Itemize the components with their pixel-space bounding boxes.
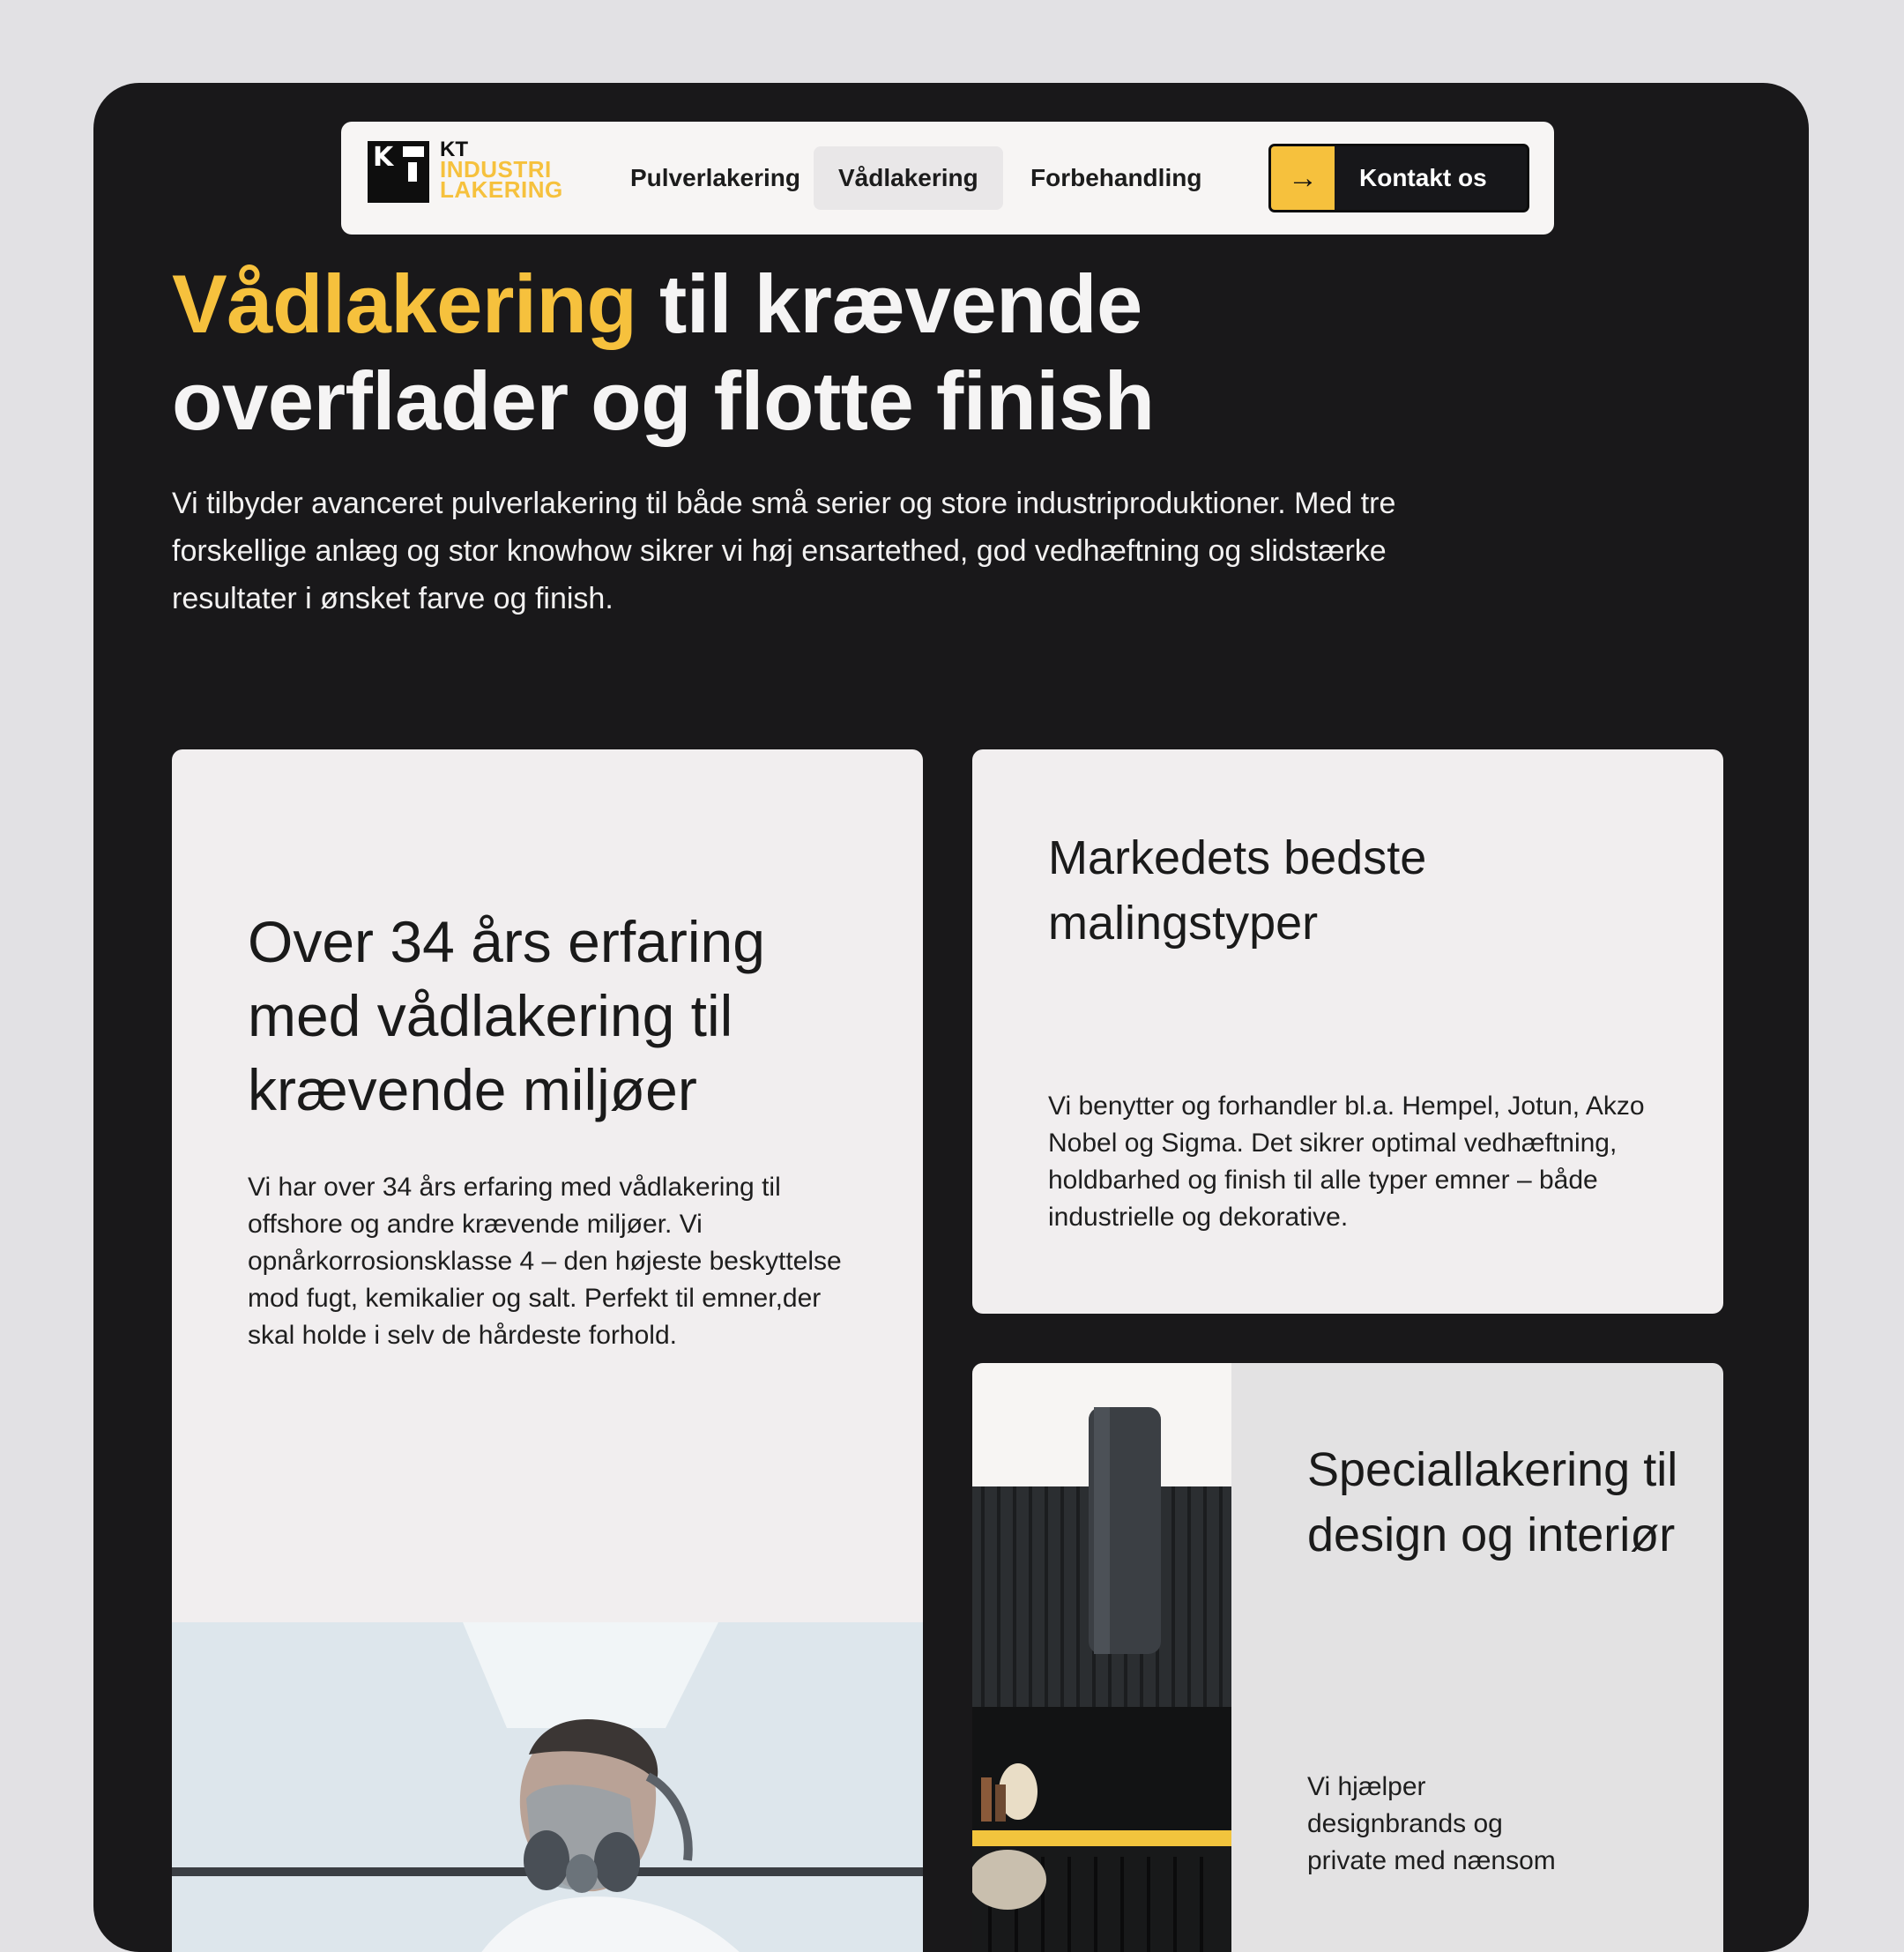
paint-types-card-body: Vi benytter og forhandler bl.a. Hempel, Jotun, Akzo Nobel og Sigma. Det sikrer optimal vedhæftning, holdbarhed og finish til alle typer emner – både industrielle og dekorative. — [1048, 1091, 1645, 1232]
hero-title-highlight: Vådlakering — [172, 257, 637, 350]
design-interior-card-body: Vi hjælper designbrands og private med nænsom — [1307, 1772, 1556, 1875]
paint-types-card — [972, 749, 1723, 1314]
hero-title — [172, 256, 1494, 450]
hero-subtitle: Vi tilbyder avanceret pulverlakering til både små serier og store industriproduktioner. Med tre forskellige anlæg og stor knowhow sikrer vi høj ensartethed, god vedhæftning og slidstærke resultater i ønsket farve og finish. — [172, 487, 1396, 615]
nav-link-pulverlakering[interactable]: Pulverlakering — [630, 164, 800, 191]
logo-industri: INDUSTRI — [440, 156, 552, 183]
hero-title-rest: til krævende overflader og flotte finish — [172, 257, 1155, 447]
nav-link-forbehandling[interactable]: Forbehandling — [1030, 164, 1202, 191]
top-navigation — [341, 122, 1554, 235]
logo-wordmark — [440, 138, 563, 203]
logo-lakering: LAKERING — [440, 176, 563, 203]
paint-types-card-title: Markedets bedste malingstyper — [1048, 831, 1427, 950]
contact-button-label: Kontakt os — [1359, 164, 1487, 191]
logo-kt: KT — [440, 138, 468, 161]
kitchen-interior-photo — [972, 1363, 1231, 1952]
arrow-right-icon: → — [1271, 146, 1335, 210]
experience-card — [172, 749, 923, 1952]
design-interior-card — [972, 1363, 1723, 1952]
design-interior-card-title: Speciallakering til design og interiør — [1307, 1443, 1678, 1561]
page-frame — [93, 83, 1809, 1952]
contact-button[interactable] — [1268, 144, 1529, 212]
experience-card-body: Vi har over 34 års erfaring med vådlakering til offshore og andre krævende miljøer. Vi opnårkorrosionsklasse 4 – den højeste beskyttelse mod fugt, kemikalier og salt. Perfekt til emner,der skal holde i selv de hårdeste forhold. — [248, 1173, 842, 1350]
experience-card-title: Over 34 års erfaring med vådlakering til krævende miljøer — [248, 909, 765, 1122]
nav-link-vadlakering[interactable]: Vådlakering — [814, 146, 1003, 210]
worker-respirator-photo — [172, 1622, 923, 1952]
company-logo[interactable] — [368, 138, 579, 208]
logo-mark-icon: K — [368, 141, 429, 203]
